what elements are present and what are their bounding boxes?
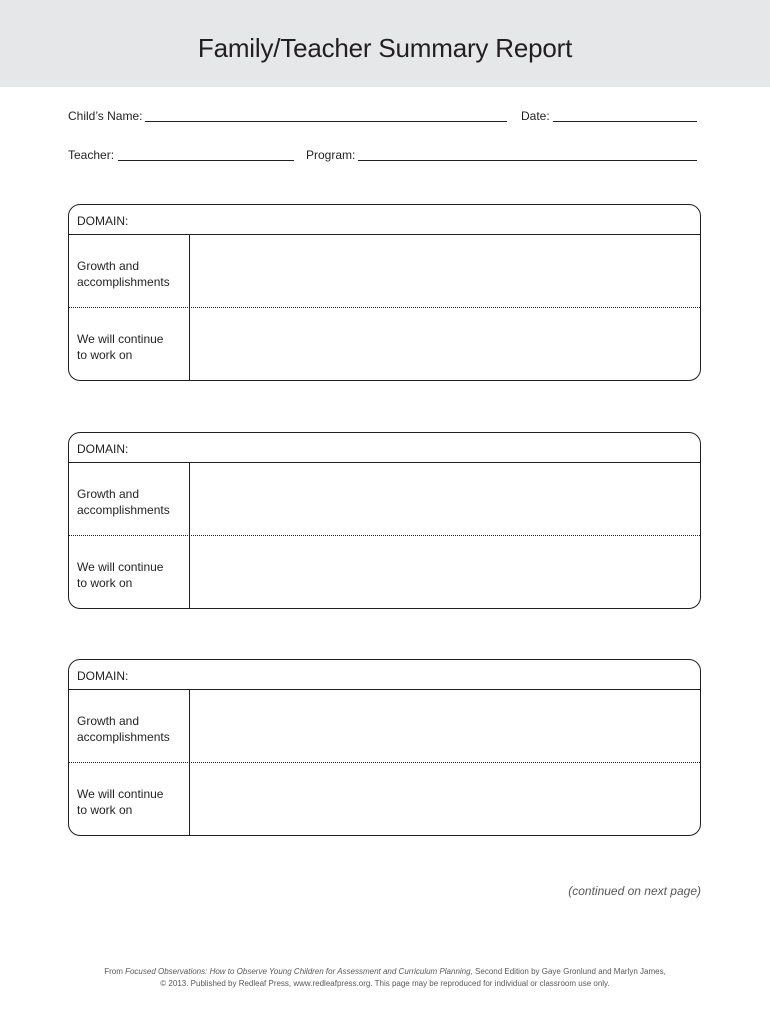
footer-book-title: Focused Observations: How to Observe Young Children for Assessment and Curriculum Planning, bbox=[125, 967, 473, 976]
growth-entry-area[interactable] bbox=[190, 691, 700, 761]
teacher-label: Teacher: bbox=[68, 148, 115, 162]
child-name-field[interactable] bbox=[145, 121, 507, 122]
continue-entry-area[interactable] bbox=[190, 764, 700, 834]
domain-label: DOMAIN: bbox=[77, 669, 129, 683]
growth-label: Growth and accomplishments bbox=[77, 714, 170, 744]
domain-header[interactable] bbox=[69, 660, 700, 690]
footer-line-1 bbox=[0, 966, 770, 978]
page-title: Family/Teacher Summary Report bbox=[197, 33, 573, 63]
domain-label: DOMAIN: bbox=[77, 214, 129, 228]
continue-label: We will continue to work on bbox=[77, 560, 164, 590]
domain-box bbox=[68, 432, 701, 609]
footer-prefix: From bbox=[104, 967, 126, 976]
continue-label: We will continue to work on bbox=[77, 332, 164, 362]
domain-box bbox=[68, 204, 701, 381]
footer-credit bbox=[0, 966, 770, 990]
row-divider bbox=[69, 762, 700, 763]
growth-entry-area[interactable] bbox=[190, 464, 700, 534]
footer-line-2: © 2013. Published by Redleaf Press, www.redleafpress.org. This page may be reproduced for individual or classroom use only. bbox=[160, 979, 610, 988]
growth-entry-area[interactable] bbox=[190, 236, 700, 306]
domain-label: DOMAIN: bbox=[77, 442, 129, 456]
row-divider bbox=[69, 535, 700, 536]
child-name-label: Child’s Name: bbox=[68, 109, 143, 123]
date-label: Date: bbox=[521, 109, 550, 123]
continue-entry-area[interactable] bbox=[190, 309, 700, 379]
program-field[interactable] bbox=[358, 160, 697, 161]
date-field[interactable] bbox=[553, 121, 697, 122]
growth-label: Growth and accomplishments bbox=[77, 487, 170, 517]
domain-header[interactable] bbox=[69, 433, 700, 463]
row-divider bbox=[69, 307, 700, 308]
teacher-field[interactable] bbox=[118, 160, 294, 161]
continue-label: We will continue to work on bbox=[77, 787, 164, 817]
growth-label: Growth and accomplishments bbox=[77, 259, 170, 289]
footer-suffix: Second Edition by Gaye Gronlund and Marlyn James, bbox=[472, 967, 666, 976]
continue-entry-area[interactable] bbox=[190, 537, 700, 607]
domain-header[interactable] bbox=[69, 205, 700, 235]
domain-box bbox=[68, 659, 701, 836]
continued-note: (continued on next page) bbox=[568, 884, 701, 898]
program-label: Program: bbox=[306, 148, 356, 162]
